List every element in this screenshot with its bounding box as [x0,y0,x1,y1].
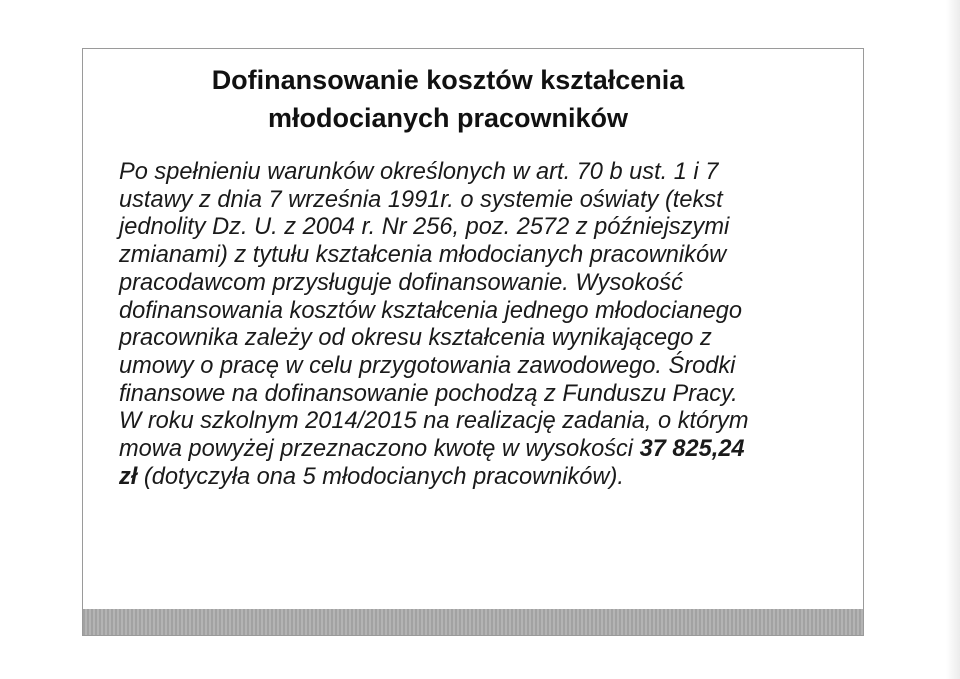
body-line: W roku szkolnym 2014/2015 na realizację zadania, o którym [119,408,749,435]
body-line: umowy o pracę w celu przygotowania zawodowego. Środki [119,352,736,379]
body-line: pracodawcom przysługuje dofinansowanie. Wysokość [119,269,683,296]
scan-edge-shadow [946,0,960,679]
amount-currency: zł [119,463,138,490]
body-line [119,436,859,464]
slide-body-text [119,159,859,491]
slide-title [83,61,813,137]
body-line: ustawy z dnia 7 września 1991r. o systemie oświaty (tekst [119,186,723,213]
body-line-text: mowa powyżej przeznaczono kwotę w wysokości [119,436,640,463]
body-line [119,464,859,492]
body-line: jednolity Dz. U. z 2004 r. Nr 256, poz. 2572 z późniejszymi [119,214,730,241]
slide-footer-bar [83,609,863,635]
amount-value: 37 825,24 [639,436,745,463]
body-final-text: (dotyczyła ona 5 młodocianych pracowników). [137,463,624,490]
body-line: dofinansowania kosztów kształcenia jednego młodocianego [119,297,743,324]
body-line: Po spełnieniu warunków określonych w art. 70 b ust. 1 i 7 [119,159,719,185]
body-line: pracownika zależy od okresu kształcenia wynikającego z [119,325,712,352]
slide-title-line-1: Dofinansowanie kosztów kształcenia [211,65,685,95]
slide [82,48,864,636]
body-line: finansowe na dofinansowanie pochodzą z Funduszu Pracy. [119,380,738,407]
body-line: zmianami) z tytułu kształcenia młodocianych pracowników [119,242,727,269]
slide-title-line-2: młodocianych pracowników [267,103,629,133]
